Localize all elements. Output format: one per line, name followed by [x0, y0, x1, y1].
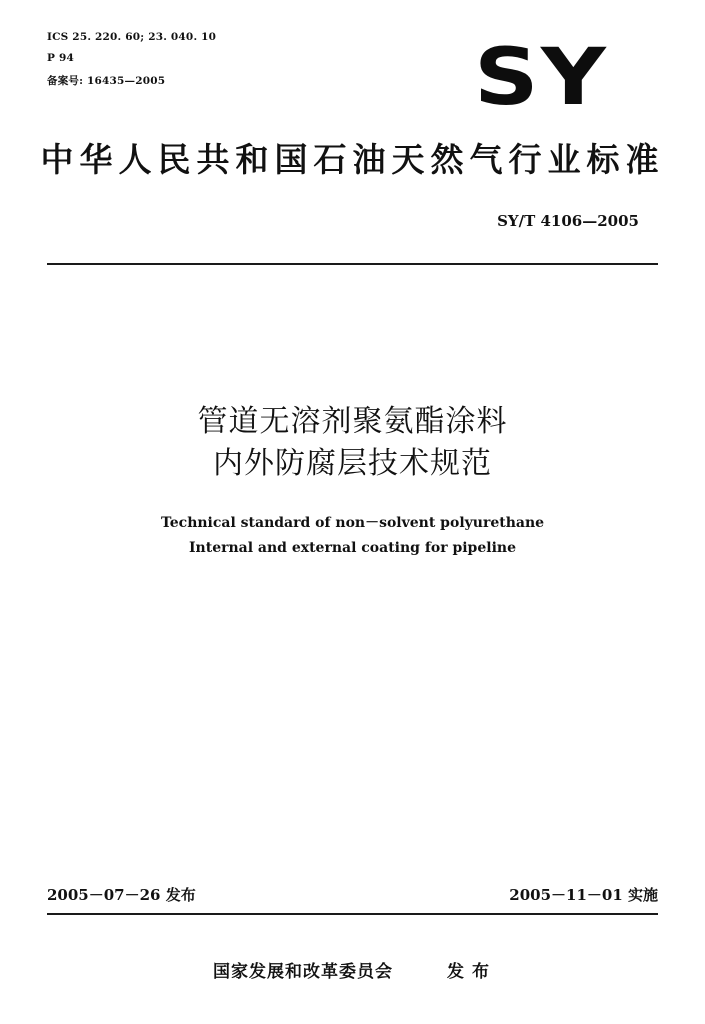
english-title-line-2: Internal and external coating for pipeline [189, 540, 516, 556]
classification-code: P 94 [47, 52, 74, 64]
issuing-authority: 国家发展和改革委员会 [213, 962, 393, 982]
chinese-title-line-2: 内外防腐层技术规范 [213, 446, 492, 481]
bottom-divider [47, 913, 658, 915]
standard-number: SY/T 4106—2005 [497, 212, 639, 230]
chinese-title-line-1: 管道无溶剂聚氨酯涂料 [197, 404, 508, 439]
issue-date: 2005－07－26 发布 [47, 886, 196, 904]
implementation-date: 2005－11－01 实施 [509, 886, 658, 904]
record-number: 备案号: 16435—2005 [47, 75, 166, 87]
english-title-line-1: Technical standard of non－solvent polyurethane [160, 515, 545, 531]
industry-standard-title: 中华人民共和国石油天然气行业标准 [40, 140, 665, 179]
top-divider [47, 263, 658, 265]
sy-logo: SY [474, 33, 609, 123]
ics-code: ICS 25. 220. 60; 23. 040. 10 [47, 31, 217, 43]
issue-verb: 发布 [447, 962, 497, 982]
